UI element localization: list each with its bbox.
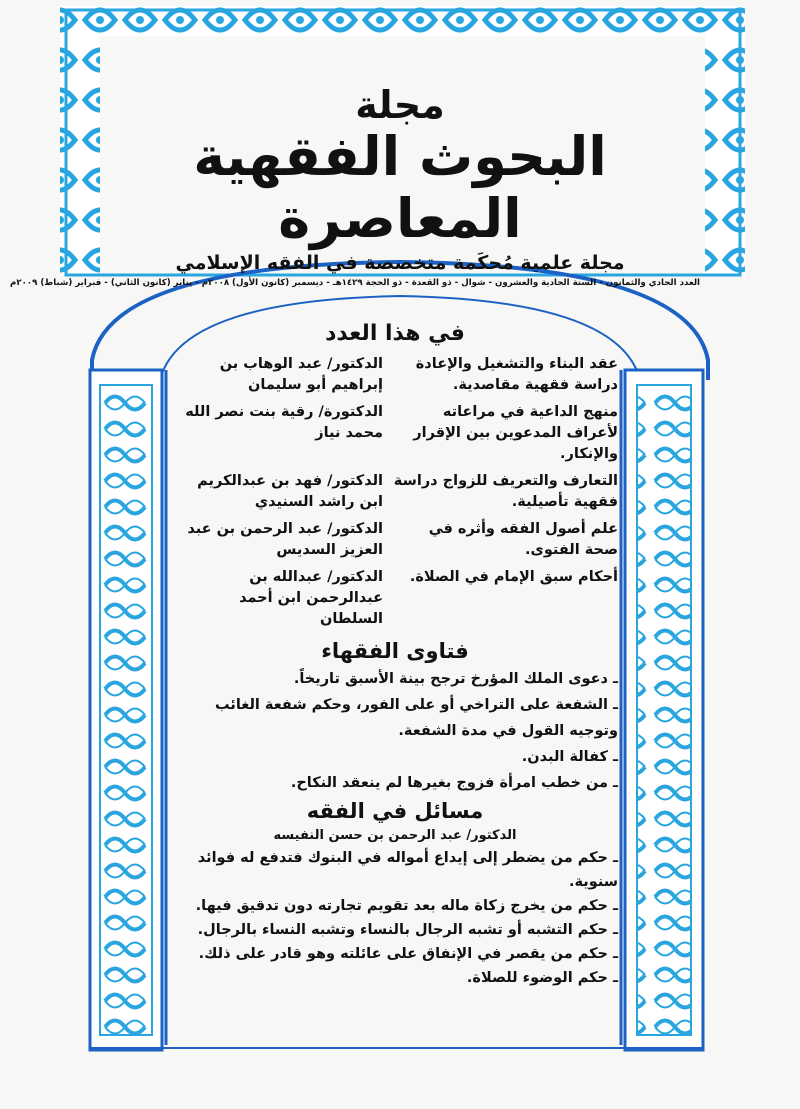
masthead [10, 83, 700, 290]
contents-area [172, 318, 618, 990]
list-item: ـ من خطب امرأة فزوج بغيرها لم ينعقد النكاح. [290, 775, 618, 791]
masail-heading: مسائل في الفقه [306, 799, 484, 823]
article-title: التعارف والتعريف للزواج دراسة فقهية تأصيلية. [393, 473, 618, 510]
article-title: منهج الداعية في مراعاته لأعراف المدعوين بين الإقرار والإنكار. [413, 404, 618, 462]
article-title: أحكام سبق الإمام في الصلاة. [409, 569, 618, 585]
article-author: الدكتورة/ رقية بنت نصر الله محمد نياز [185, 404, 383, 441]
list-item: ـ كفالة البدن. [521, 749, 618, 765]
article-row [172, 519, 618, 561]
list-item: ـ الشفعة على التراخي أو على الفور، وحكم شفعة الغائب وتوجيه القول في مدة الشفعة. [215, 697, 618, 739]
list-item: ـ حكم التشبه أو تشبه الرجال بالنساء وتشبه النساء بالرجال. [197, 922, 618, 938]
fatawa-heading: فتاوى الفقهاء [321, 639, 469, 663]
article-title: علم أصول الفقه وأثره في صحة الفتوى. [428, 521, 618, 558]
masail-author: الدكتور/ عبد الرحمن بن حسن النفيسه [273, 828, 517, 843]
contents-heading: في هذا العدد [325, 321, 465, 346]
magazine-label: مجلة [355, 83, 445, 127]
journal-subtitle: مجلة علمية مُحكَمة متخصصة في الفقه الإسلامي [175, 252, 625, 274]
article-author: الدكتور/ فهد بن عبدالكريم ابن راشد السنيدي [197, 473, 383, 510]
list-item: ـ حكم الوضوء للصلاة. [466, 970, 618, 986]
list-item: ـ حكم من يخرج زكاة ماله بعد تقويم تجارته دون تدقيق فيها. [195, 898, 618, 914]
fatawa-list [172, 666, 618, 796]
list-item: ـ دعوى الملك المؤرخ ترجح بينة الأسبق تاريخاً. [293, 671, 618, 687]
list-item: ـ حكم من يقصر في الإنفاق على عائلته وهو قادر على ذلك. [198, 946, 618, 962]
article-author: الدكتور/ عبدالله بن عبدالرحمن ابن أحمد السلطان [239, 569, 383, 627]
journal-title: البحوث الفقهية المعاصرة [193, 125, 607, 250]
masail-list [172, 846, 618, 990]
article-row [172, 567, 618, 630]
article-row [172, 402, 618, 465]
article-author: الدكتور/ عبد الرحمن بن عبد العزيز السديس [187, 521, 383, 558]
article-author: الدكتور/ عبد الوهاب بن إبراهيم أبو سليمان [219, 356, 383, 393]
issue-info: العدد الحادي والثمانون - السنة الحادية والعشرون - شوال - ذو القعدة - ذو الحجة ١٤٢٩هـ - ديسمبر (كانون الأول) ٢٠٠٨م - يناير (كانون الثاني) - فبراير (شباط) ٢٠٠٩م [10, 278, 700, 288]
contents-table [172, 354, 618, 636]
article-row [172, 471, 618, 513]
article-title: عقد البناء والتشغيل والإعادة دراسة فقهية مقاصدية. [415, 356, 618, 393]
list-item: ـ حكم من يضطر إلى إيداع أمواله في البنوك فتدفع له فوائد سنوية. [197, 850, 618, 890]
article-row [172, 354, 618, 396]
